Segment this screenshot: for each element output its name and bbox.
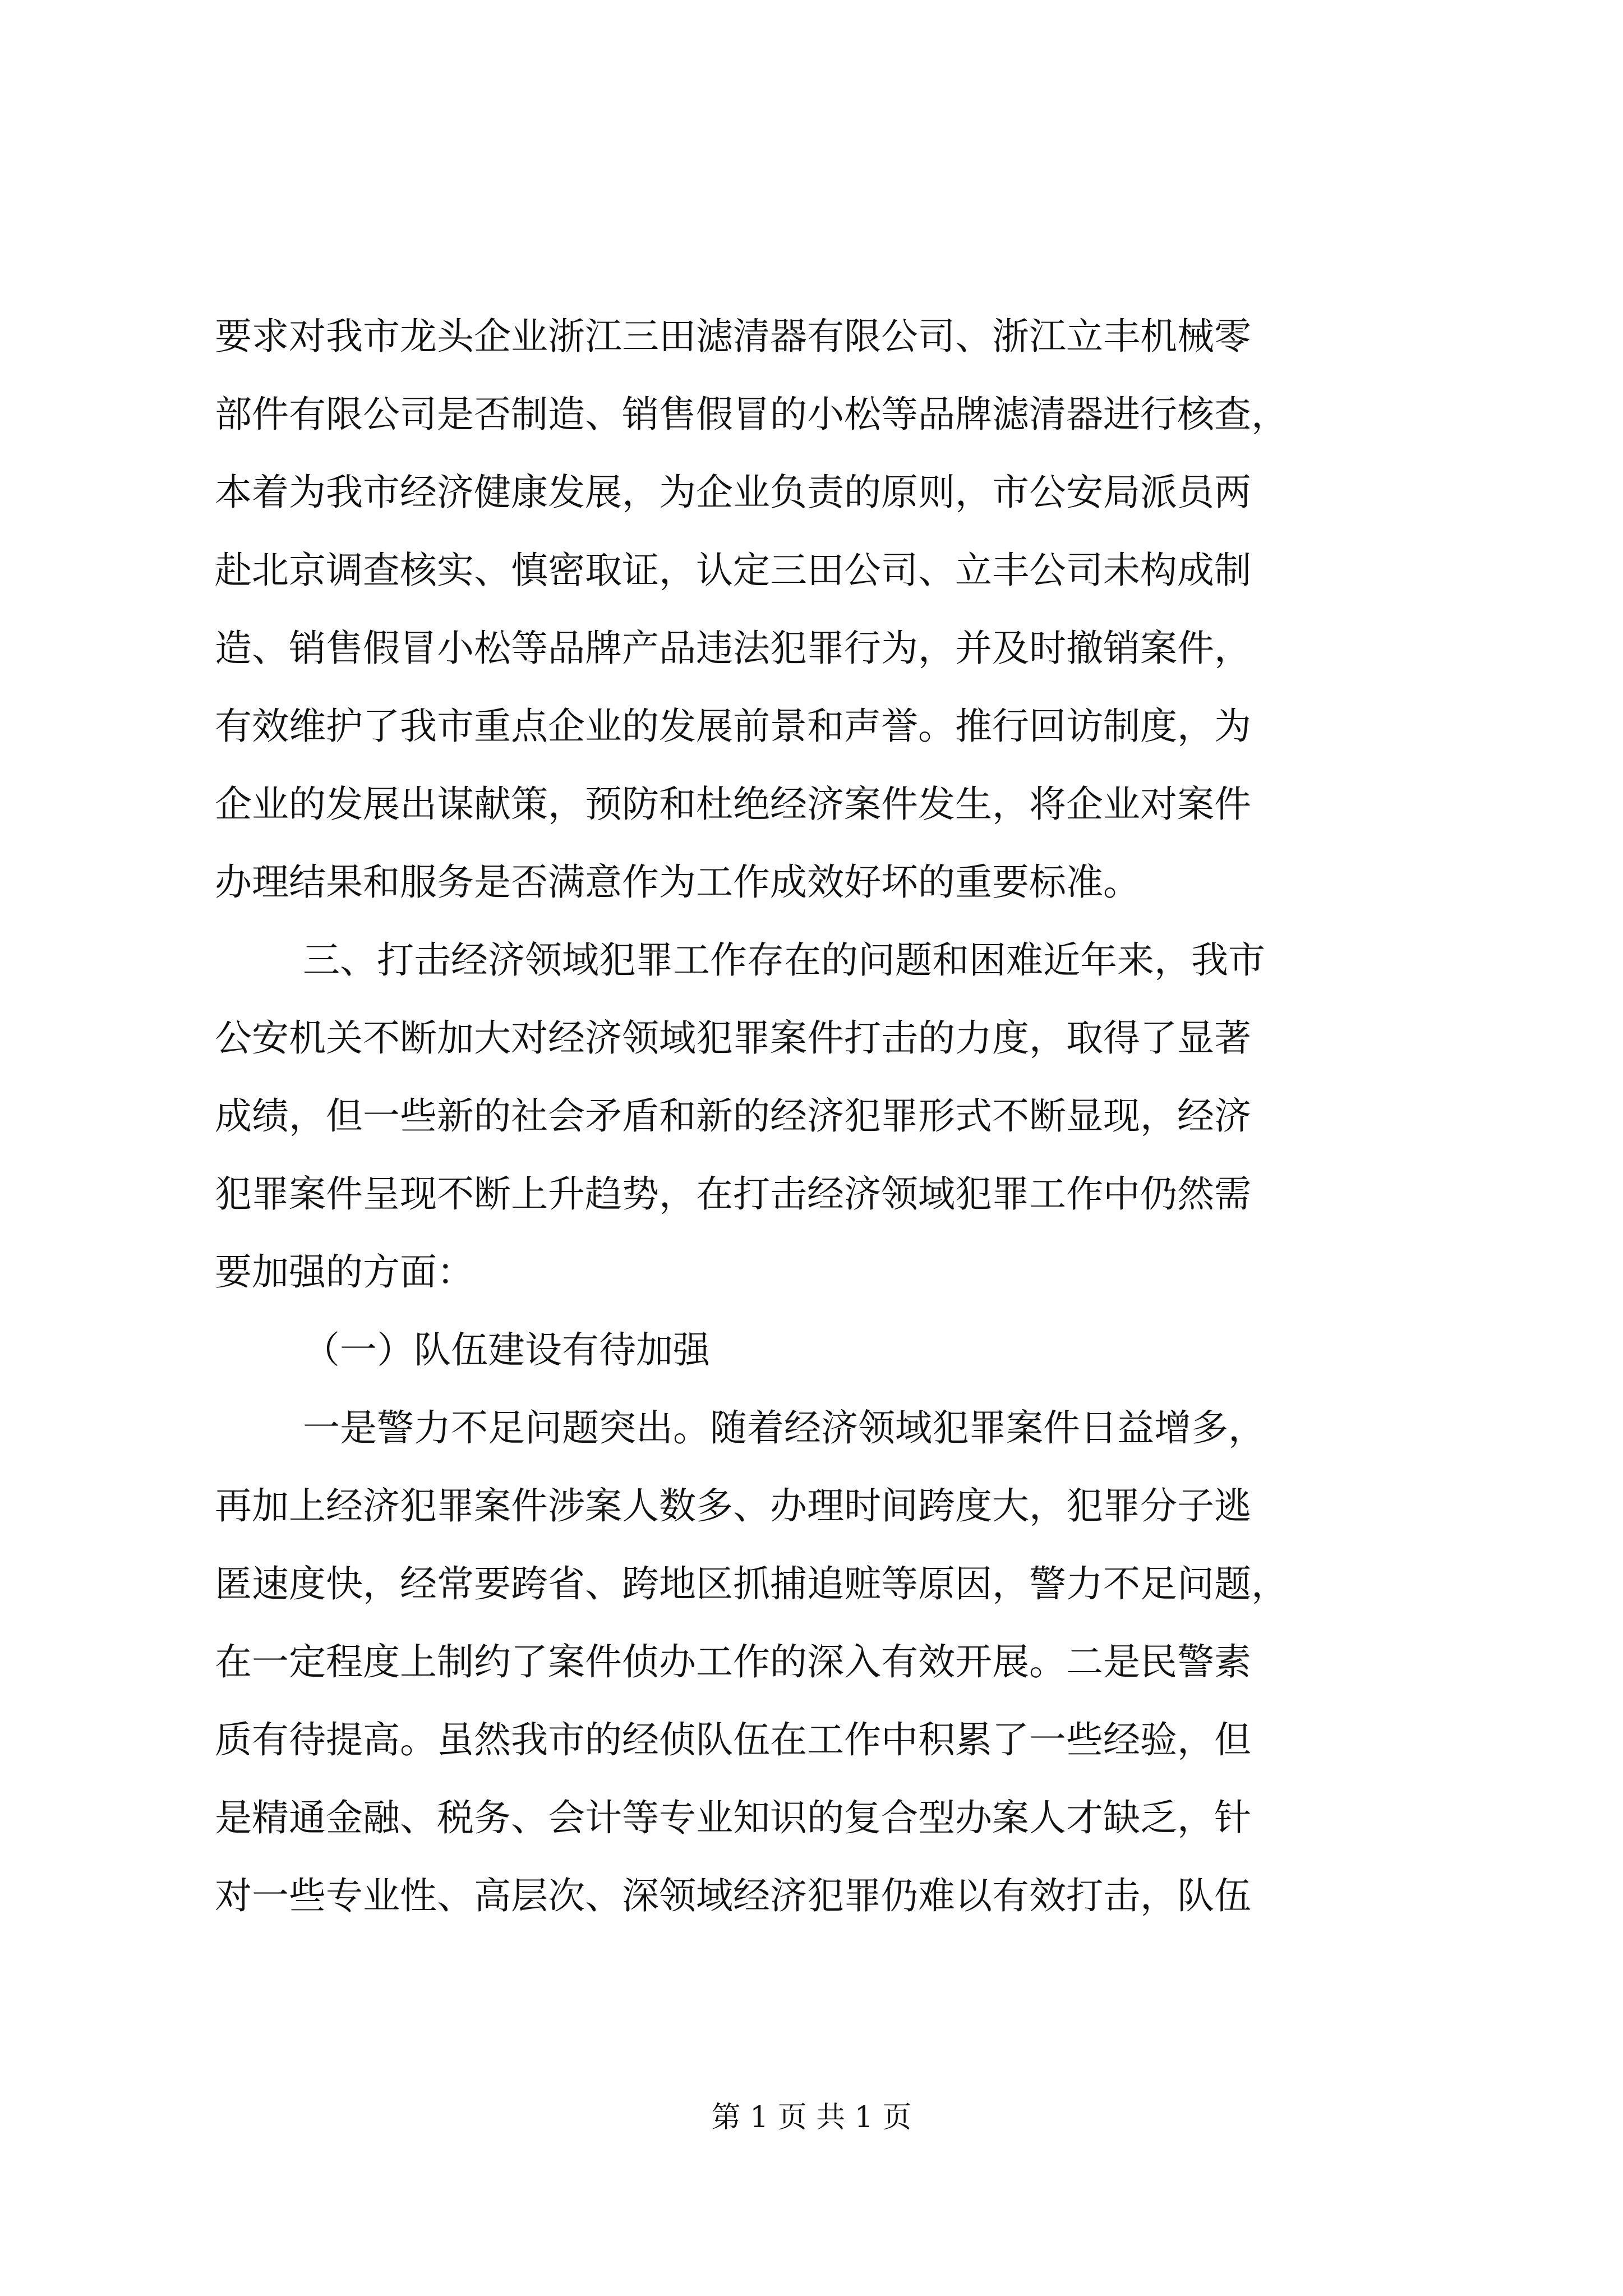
text-line: 犯罪案件呈现不断上升趋势，在打击经济领域犯罪工作中仍然需 — [215, 1172, 1251, 1216]
text-line: 要求对我市龙头企业浙江三田滤清器有限公司、浙江立丰机械零 — [215, 315, 1251, 358]
text-line: 一是警力不足问题突出。随着经济领域犯罪案件日益增多， — [303, 1406, 1265, 1450]
text-line: 本着为我市经济健康发展，为企业负责的原则，市公安局派员两 — [215, 471, 1251, 514]
subsection-heading: （一）队伍建设有待加强 — [303, 1328, 710, 1372]
text-line: 要加强的方面： — [215, 1250, 474, 1294]
text-line: 企业的发展出谋献策，预防和杜绝经济案件发生，将企业对案件 — [215, 783, 1251, 826]
text-line: 有效维护了我市重点企业的发展前景和声誉。推行回访制度，为 — [215, 705, 1251, 748]
text-line: 公安机关不断加大对经济领域犯罪案件打击的力度，取得了显著 — [215, 1016, 1251, 1060]
text-line: 再加上经济犯罪案件涉案人数多、办理时间跨度大，犯罪分子逃 — [215, 1484, 1251, 1527]
text-line: 造、销售假冒小松等品牌产品违法犯罪行为，并及时撤销案件， — [215, 627, 1251, 670]
section-heading: 三、打击经济领域犯罪工作存在的问题和困难近年来，我市 — [303, 938, 1265, 982]
text-line: 办理结果和服务是否满意作为工作成效好坏的重要标准。 — [215, 861, 1140, 904]
text-line: 质有待提高。虽然我市的经侦队伍在工作中积累了一些经验，但 — [215, 1718, 1251, 1761]
text-line: 对一些专业性、高层次、深领域经济犯罪仍难以有效打击，队伍 — [215, 1874, 1251, 1917]
text-line: 部件有限公司是否制造、销售假冒的小松等品牌滤清器进行核查， — [215, 393, 1288, 436]
text-line: 是精通金融、税务、会计等专业知识的复合型办案人才缺乏，针 — [215, 1796, 1251, 1839]
page-footer: 第 1 页 共 1 页 — [711, 2101, 912, 2134]
text-line: 赴北京调查核实、慎密取证，认定三田公司、立丰公司未构成制 — [215, 549, 1251, 592]
text-line: 匿速度快，经常要跨省、跨地区抓捕追赃等原因，警力不足问题， — [215, 1562, 1288, 1605]
text-line: 在一定程度上制约了案件侦办工作的深入有效开展。二是民警素 — [215, 1640, 1251, 1683]
text-line: 成绩，但一些新的社会矛盾和新的经济犯罪形式不断显现，经济 — [215, 1094, 1251, 1138]
